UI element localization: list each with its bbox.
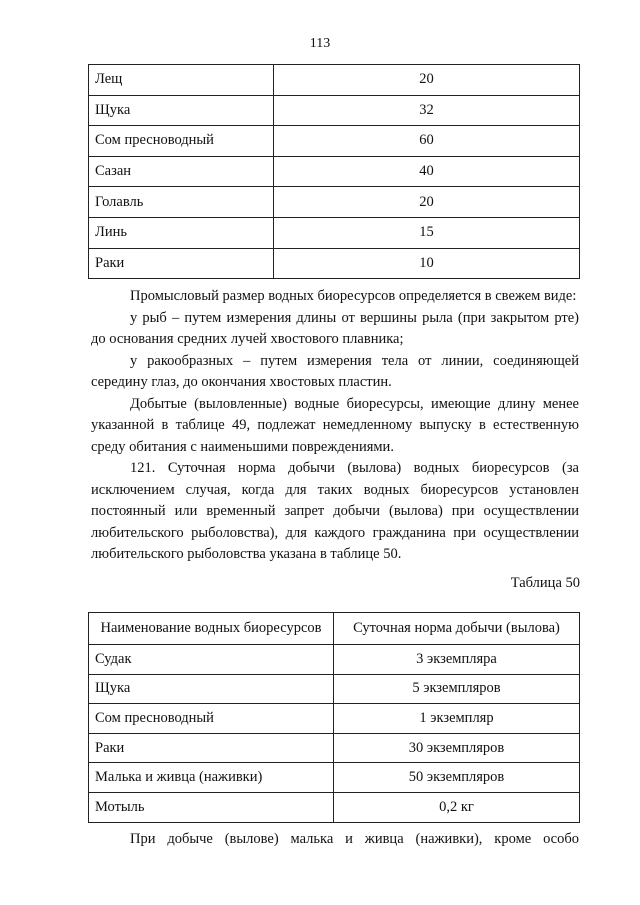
resource-name-cell: Малька и живца (наживки) [89, 763, 334, 793]
table-row [89, 187, 580, 218]
table-caption: Таблица 50 [510, 575, 580, 591]
fish-name-cell: Лещ [89, 65, 274, 96]
fish-name-cell: Раки [89, 248, 274, 279]
limit-value-cell: 3 экземпляра [334, 645, 580, 675]
size-table [88, 64, 580, 279]
size-value-cell: 40 [274, 156, 580, 187]
fish-name-cell: Сом пресноводный [89, 126, 274, 157]
paragraph: Промысловый размер водных биоресурсов определяется в свежем виде: [130, 288, 577, 304]
paragraph: у ракообразных – путем измерения тела от линии, соединяющей середину глаз, до окончания хвостовых пластин. [91, 352, 579, 390]
body-text [91, 286, 579, 566]
paragraph: 121. Суточная норма добычи (вылова) водных биоресурсов (за исключением случая, когда для таких водных биоресурсов установлен постоянный или временный запрет добычи (вылова) при осуществлении любительского рыболовства), для каждого гражданина при осуществлении любительского рыболовства указана в таблице 50. [91, 460, 579, 562]
resource-name-cell: Сом пресноводный [89, 704, 334, 734]
table-row [89, 65, 580, 96]
paragraph: Добытые (выловленные) водные биоресурсы, имеющие длину менее указанной в таблице 49, подлежат немедленному выпуску в естественную среду обитания с наименьшими повреждениями. [91, 395, 579, 455]
table-row [89, 156, 580, 187]
size-value-cell: 60 [274, 126, 580, 157]
paragraph: у рыб – путем измерения длины от вершины рыла (при закрытом рте) до основания средних лучей хвостового плавника; [91, 309, 579, 347]
fish-name-cell: Сазан [89, 156, 274, 187]
resource-name-cell: Мотыль [89, 792, 334, 822]
limit-value-cell: 30 экземпляров [334, 733, 580, 763]
resource-name-cell: Раки [89, 733, 334, 763]
resource-name-cell: Судак [89, 645, 334, 675]
size-value-cell: 20 [274, 65, 580, 96]
table-header-row [89, 613, 580, 645]
resource-name-cell: Щука [89, 674, 334, 704]
fish-name-cell: Голавль [89, 187, 274, 218]
table-row [89, 126, 580, 157]
table-row [89, 792, 580, 822]
table-row [89, 248, 580, 279]
catch-limit-table [88, 612, 580, 823]
table-row [89, 733, 580, 763]
body-text-continued [91, 829, 579, 851]
limit-value-cell: 50 экземпляров [334, 763, 580, 793]
header-name-cell: Наименование водных биоресурсов [89, 613, 334, 645]
limit-value-cell: 5 экземпляров [334, 674, 580, 704]
paragraph: При добыче (вылове) малька и живца (наживки), кроме особо [130, 831, 579, 847]
header-value-cell: Суточная норма добычи (вылова) [334, 613, 580, 645]
limit-value-cell: 1 экземпляр [334, 704, 580, 734]
table-row [89, 645, 580, 675]
table-row [89, 95, 580, 126]
size-value-cell: 10 [274, 248, 580, 279]
table-row [89, 704, 580, 734]
size-value-cell: 20 [274, 187, 580, 218]
page-number: 113 [309, 36, 331, 51]
size-value-cell: 32 [274, 95, 580, 126]
limit-value-cell: 0,2 кг [334, 792, 580, 822]
table-row [89, 674, 580, 704]
fish-name-cell: Щука [89, 95, 274, 126]
table-row [89, 217, 580, 248]
size-value-cell: 15 [274, 217, 580, 248]
table-row [89, 763, 580, 793]
fish-name-cell: Линь [89, 217, 274, 248]
